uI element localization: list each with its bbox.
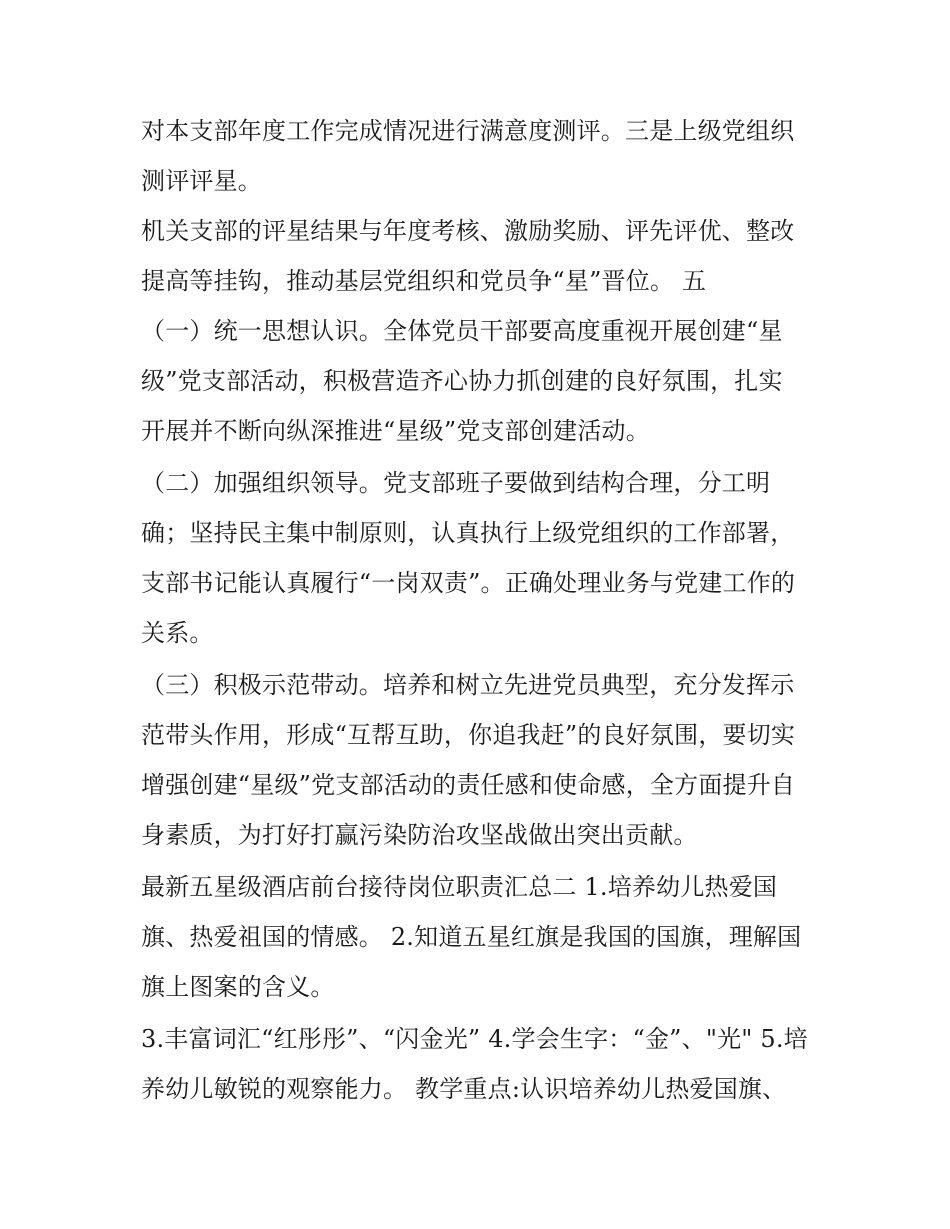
text-line: 级”党支部活动，积极营造齐心协力抓创建的良好氛围，扎实 [141,367,783,395]
text-line: 提高等挂钩，推动基层党组织和党员争“星”晋位。 五 [141,267,707,295]
text-line: 养幼儿敏锐的观察能力。 教学重点:认识培养幼儿热爱国旗、 [141,1075,787,1103]
text-line: （三）积极示范带动。培养和树立先进党员典型，充分发挥示 [141,671,795,699]
text-line: （一）统一思想认识。全体党员干部要高度重视开展创建“星 [141,317,783,345]
text-line: 对本支部年度工作完成情况进行满意度测评。三是上级党组织 [141,117,795,145]
text-line: 开展并不断向纵深推进“星级”党支部创建活动。 [141,417,650,445]
text-line: 确；坚持民主集中制原则，认真执行上级党组织的工作部署， [141,519,795,547]
text-line: 测评评星。 [141,167,262,195]
text-line: 机关支部的评星结果与年度考核、激励奖励、评先评优、整改 [141,217,795,245]
text-line: 关系。 [141,619,214,647]
text-line: 支部书记能认真履行“一岗双责”。正确处理业务与党建工作的 [141,569,796,597]
text-line: 范带头作用，形成“互帮互助，你追我赶”的良好氛围，要切实 [141,721,796,749]
text-line: 旗上图案的含义。 [141,973,335,1001]
text-line: 最新五星级酒店前台接待岗位职责汇总二 1.培养幼儿热爱国 [141,873,778,901]
text-line: 旗、热爱祖国的情感。 2.知道五星红旗是我国的国旗，理解国 [141,923,802,951]
text-line: 增强创建“星级”党支部活动的责任感和使命感，全方面提升自 [141,771,796,799]
text-line: （二）加强组织领导。党支部班子要做到结构合理，分工明 [141,469,771,497]
text-line: 3.丰富词汇“红彤彤”、“闪金光” 4.学会生字：“金”、"光" 5.培 [141,1025,808,1053]
text-line: 身素质，为打好打赢污染防治攻坚战做出突出贡献。 [141,821,698,849]
